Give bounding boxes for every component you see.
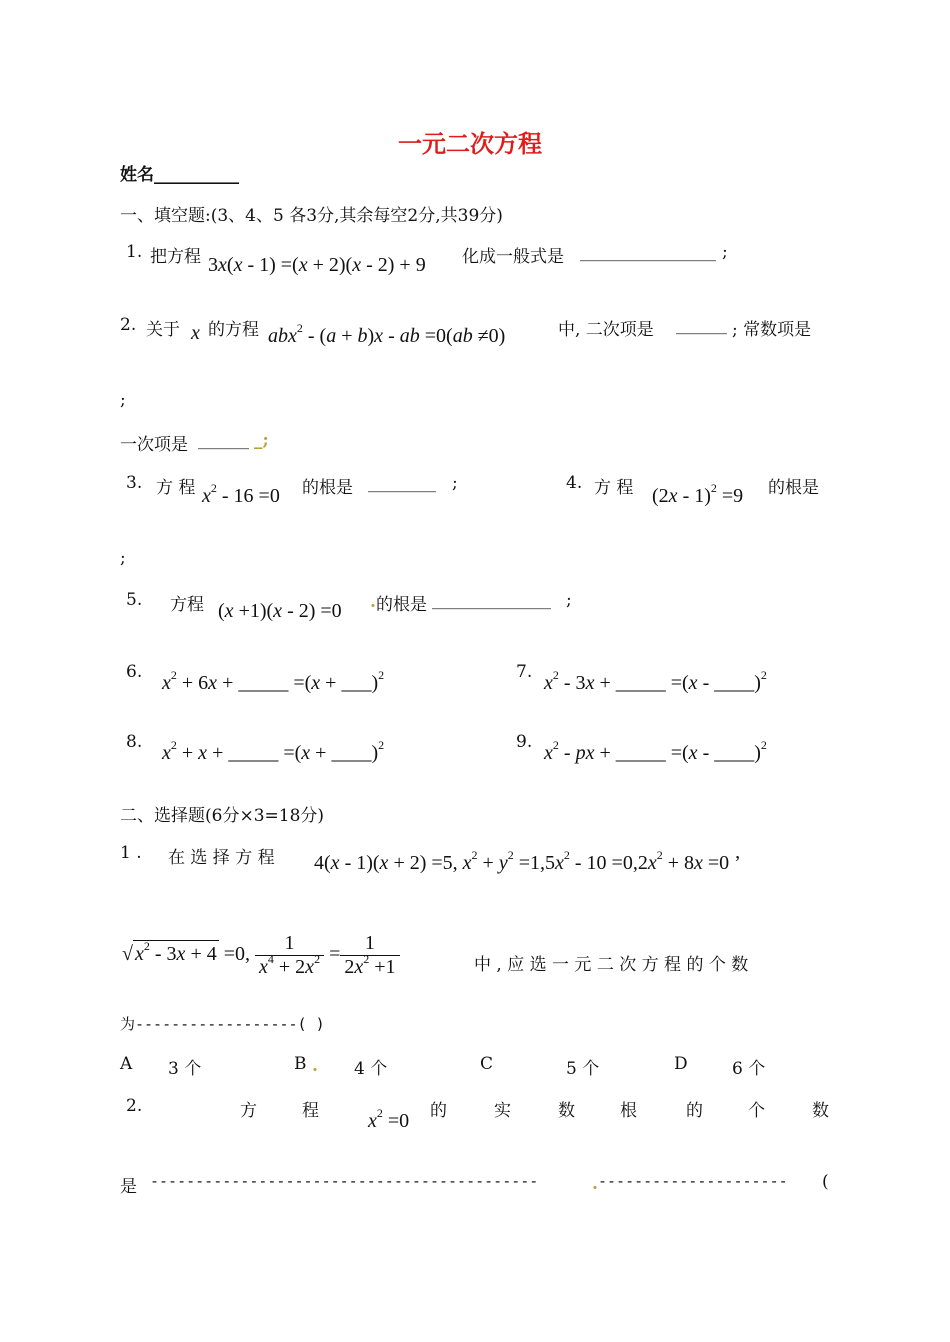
option-d-label: D bbox=[674, 1054, 688, 1074]
s2-q1-tail: 中 , 应 选 一 元 二 次 方 程 的 个 数 bbox=[474, 955, 749, 975]
q8-equation: $x^2 + x$ + _____ =(x + ____)$^2$ bbox=[162, 738, 385, 764]
q4-number: 4. bbox=[566, 473, 583, 493]
q4-text-a: 方 程 bbox=[594, 478, 634, 498]
q4-continuation: ; bbox=[120, 548, 126, 568]
s2-q2-dashes-a: ------------------------------------------- bbox=[150, 1172, 539, 1190]
s2-q2-char: 程 bbox=[302, 1101, 319, 1121]
section2-header: 二、选择题(6分×3=18分) bbox=[120, 806, 325, 826]
section1-header: 一、填空题:(3、4、5 各3分,其余每空2分,共39分) bbox=[120, 206, 503, 226]
q8-number: 8. bbox=[126, 732, 143, 752]
q2-blank1: ______ bbox=[676, 315, 727, 335]
q6-equation: $x^2 + 6x$ + _____ =(x + ___)$^2$ bbox=[162, 668, 385, 694]
q2-continuation: ; bbox=[120, 390, 126, 410]
option-a-text: 3 个 bbox=[168, 1059, 202, 1079]
q1-number: 1. bbox=[126, 242, 143, 262]
q3-text-b: 的根是 bbox=[302, 478, 353, 498]
s2-q2-dot: . bbox=[592, 1174, 598, 1194]
s2-q2-char: 根 bbox=[620, 1101, 637, 1121]
q2-var-x: x bbox=[191, 322, 200, 344]
s2-q2-char: 实 bbox=[494, 1101, 511, 1121]
q9-number: 9. bbox=[516, 732, 533, 752]
s2-q2-line2-label: 是 bbox=[120, 1177, 137, 1197]
option-b-label: B bbox=[294, 1054, 307, 1074]
s2-q1-line3: 为------------------( ) bbox=[120, 1015, 325, 1033]
option-c-text: 5 个 bbox=[566, 1059, 600, 1079]
q6-number: 6. bbox=[126, 662, 143, 682]
q1-text-b: 化成一般式是 bbox=[462, 247, 564, 267]
s2-q2-char: 数 bbox=[558, 1101, 575, 1121]
q3-end: ; bbox=[452, 473, 458, 493]
option-d-text: 6 个 bbox=[732, 1059, 766, 1079]
q9-equation: $x^2$ - px + _____ =(x - ____)$^2$ bbox=[544, 738, 767, 764]
s2-q1-equations: 4(x - 1)(x + 2) =5, $x^2 + y^2 =1,5x^2 - 10 =0,2x^2 + 8x =0$ ’ bbox=[314, 848, 741, 874]
s2-q2-char: 的 bbox=[686, 1101, 703, 1121]
q7-equation: $x^2 - 3x$ + _____ =(x - ____)$^2$ bbox=[544, 668, 767, 694]
q5-blank: ______________ bbox=[432, 590, 551, 610]
s2-q2-dashes-b: --------------------- bbox=[598, 1172, 788, 1190]
q3-number: 3. bbox=[126, 473, 143, 493]
s2-q1-equations-line2: √ $x^2 - 3x + 4 =0$, $\frac{1}{x^4 + 2x^2}$ = $\frac{1}{2x^2 +1}$ bbox=[122, 932, 400, 979]
q4-text-b: 的根是 bbox=[768, 478, 819, 498]
q5-number: 5. bbox=[126, 590, 143, 610]
q1-equation: 3x(x - 1) =(x + 2)(x - 2) + 9 bbox=[208, 254, 426, 276]
q2-var bbox=[191, 322, 200, 345]
q2-text-b: 的方程 bbox=[208, 320, 259, 340]
q2-line2-blank: ______ bbox=[198, 430, 249, 450]
q2-line2-label: 一次项是 bbox=[120, 435, 188, 455]
q2-text-d: ; 常数项是 bbox=[732, 320, 812, 340]
q1-blank: ________________ bbox=[580, 242, 716, 262]
name-field: 姓名__________ bbox=[120, 165, 239, 185]
page-title: 一元二次方程 bbox=[398, 129, 542, 158]
s2-q1-number: 1 . bbox=[120, 843, 142, 863]
option-b-text: 4 个 bbox=[354, 1059, 388, 1079]
s2-q2-paren: ( bbox=[822, 1172, 829, 1192]
s2-q2-char: 方 bbox=[240, 1101, 257, 1121]
q5-text-b: 的根是 bbox=[376, 595, 427, 615]
q2-text-a: 关于 bbox=[146, 320, 180, 340]
option-a-label: A bbox=[120, 1054, 133, 1074]
q1-text-a: 把方程 bbox=[150, 247, 201, 267]
q2-text-c: 中, 二次项是 bbox=[558, 320, 654, 340]
q3-equation: $x^2 - 16 =0$ bbox=[202, 481, 280, 507]
q5-equation: (x +1)(x - 2) =0 bbox=[218, 600, 342, 622]
q3-text-a: 方 程 bbox=[156, 478, 196, 498]
q2-equation: abx$^2$ - (a + b)x - ab =0(ab ≠0) bbox=[268, 321, 506, 347]
q2-line2-end: _; bbox=[254, 430, 269, 450]
q5-dot: . bbox=[370, 592, 376, 612]
s2-q2-char: 的 bbox=[430, 1101, 447, 1121]
s2-q2-char: 数 bbox=[812, 1101, 829, 1121]
q5-end: ; bbox=[566, 590, 572, 610]
q4-equation: (2x - 1)$^2$ =9 bbox=[652, 481, 744, 507]
s2-q2-char: 个 bbox=[748, 1101, 765, 1121]
q5-text-a: 方程 bbox=[170, 595, 204, 615]
s2-q1-text-a: 在 选 择 方 程 bbox=[168, 848, 275, 868]
q2-number: 2. bbox=[120, 315, 137, 335]
option-b-dot: . bbox=[312, 1056, 318, 1076]
s2-q2-equation: $x^2 =0$ bbox=[368, 1106, 410, 1132]
option-c-label: C bbox=[480, 1054, 494, 1074]
q3-blank: ________ bbox=[368, 473, 436, 493]
s2-q2-number: 2. bbox=[126, 1096, 143, 1116]
q1-end: ; bbox=[722, 242, 728, 262]
q7-number: 7. bbox=[516, 662, 533, 682]
